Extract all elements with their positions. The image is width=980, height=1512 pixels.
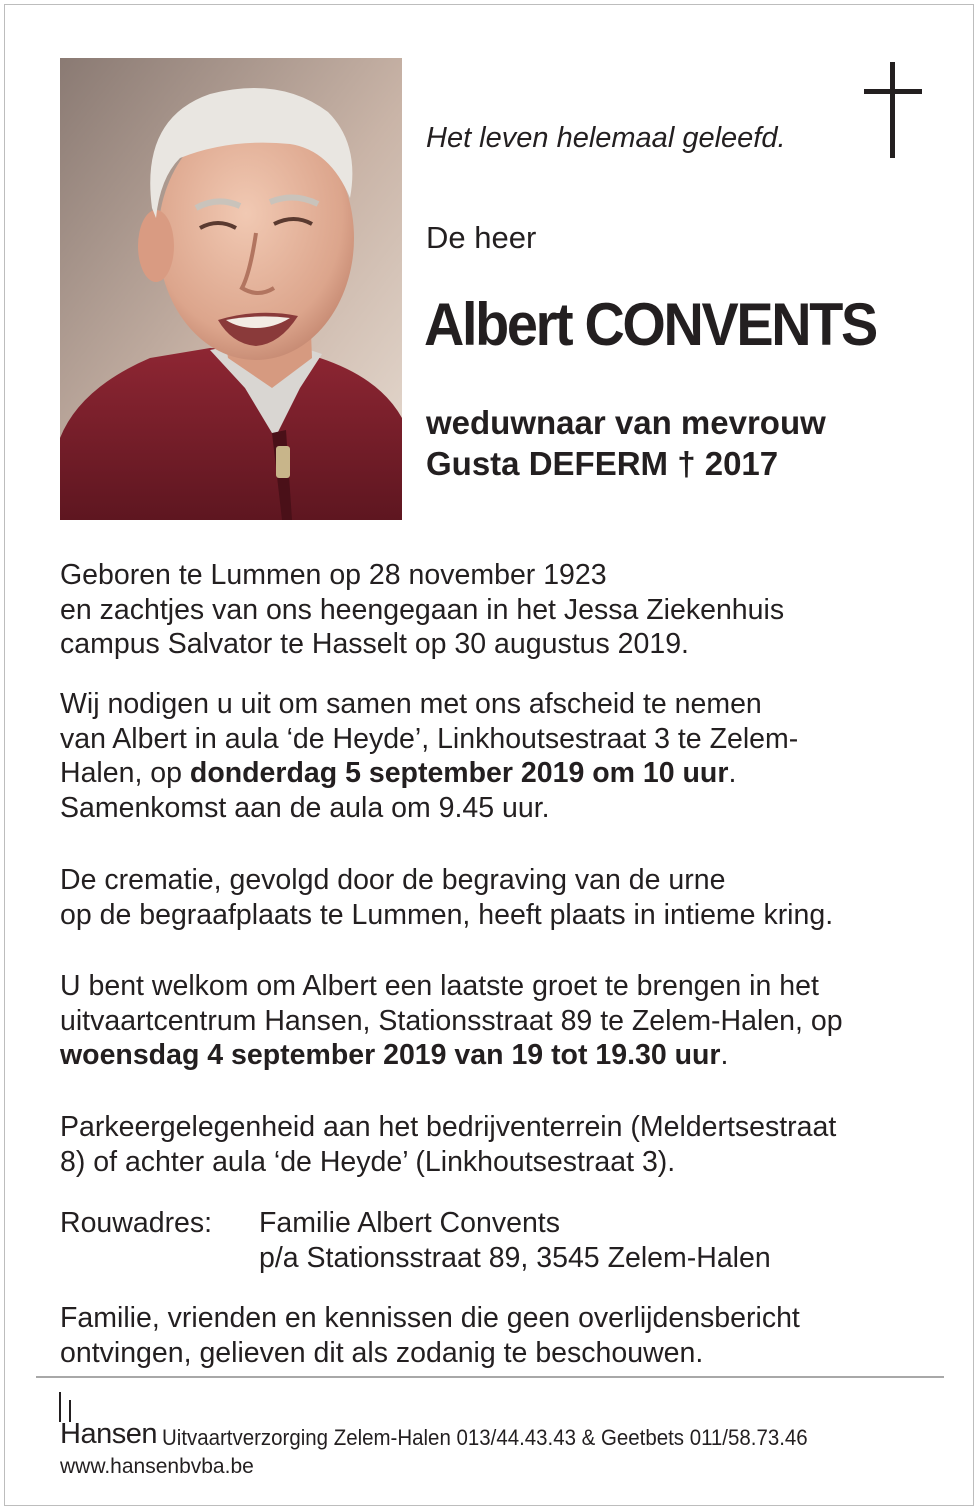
visit-line-3: [60, 1038, 843, 1073]
invite-line-3-pre: Halen, op: [60, 757, 190, 789]
visit-line-1: U bent welkom om Albert een laatste groet te brengen in het: [60, 970, 819, 1002]
motto: Het leven helemaal geleefd.: [426, 122, 786, 154]
invite-line-2: van Albert in aula ‘de Heyde’, Linkhoutsestraat 3 te Zelem-: [60, 722, 799, 755]
address-label: Rouwadres:: [60, 1207, 213, 1239]
spouse-line-2: Gusta DEFERM † 2017: [426, 445, 779, 482]
cremation-paragraph: [60, 863, 833, 932]
parking-paragraph: [60, 1110, 836, 1179]
cremation-line-1: De crematie, gevolgd door de begraving van de urne: [60, 864, 726, 896]
spouse-info: [426, 402, 826, 484]
visitation-datetime: woensdag 4 september 2019 van 19 tot 19.30 uur: [60, 1039, 721, 1071]
ceremony-datetime: donderdag 5 september 2019 om 10 uur: [189, 757, 729, 789]
birth-paragraph: [60, 558, 784, 662]
invite-line-4: Samenkomst aan de aula om 9.45 uur.: [60, 791, 550, 824]
invite-line-3: [60, 756, 798, 791]
closing-line-1: Familie, vrienden en kennissen die geen overlijdensbericht: [60, 1302, 800, 1334]
salutation: De heer: [426, 220, 537, 255]
address-line-1: Familie Albert Convents: [259, 1207, 560, 1239]
cross-icon: [864, 62, 922, 158]
footer-divider: [36, 1376, 944, 1378]
visit-line-2: uitvaartcentrum Hansen, Stationsstraat 89 te Zelem-Halen, op: [60, 1004, 843, 1037]
parking-line-2: 8) of achter aula ‘de Heyde’ (Linkhoutsestraat 3).: [60, 1145, 676, 1178]
logo-wordmark: Hansen: [60, 1418, 157, 1450]
closing-paragraph: [60, 1301, 800, 1370]
birth-line-3: campus Salvator te Hasselt op 30 augustus 2019.: [60, 628, 689, 660]
cremation-line-2: op de begraafplaats te Lummen, heeft plaats in intieme kring.: [60, 898, 834, 931]
visitation-paragraph: [60, 969, 843, 1073]
parking-line-1: Parkeergelegenheid aan het bedrijventerrein (Meldertsestraat: [60, 1111, 837, 1143]
invitation-paragraph: [60, 687, 798, 825]
invite-line-3-post: .: [728, 757, 737, 789]
visit-line-3-post: .: [720, 1039, 729, 1071]
deceased-name: Albert CONVENTS: [424, 291, 876, 358]
birth-line-1: Geboren te Lummen op 28 november 1923: [60, 559, 607, 591]
birth-line-2: en zachtjes van ons heengegaan in het Jessa Ziekenhuis: [60, 593, 785, 626]
address-line-2: p/a Stationsstraat 89, 3545 Zelem-Halen: [259, 1241, 771, 1274]
invite-line-1: Wij nodigen u uit om samen met ons afscheid te nemen: [60, 688, 762, 720]
portrait-photo: [60, 58, 402, 520]
closing-line-2: ontvingen, gelieven dit als zodanig te beschouwen.: [60, 1336, 704, 1369]
mourning-address: [259, 1206, 771, 1275]
spouse-line-1: weduwnaar van mevrouw: [426, 404, 826, 441]
funeral-home-contact: Uitvaartverzorging Zelem-Halen 013/44.43.43 & Geetbets 011/58.73.46: [162, 1425, 808, 1450]
website-link[interactable]: www.hansenbvba.be: [60, 1455, 254, 1478]
